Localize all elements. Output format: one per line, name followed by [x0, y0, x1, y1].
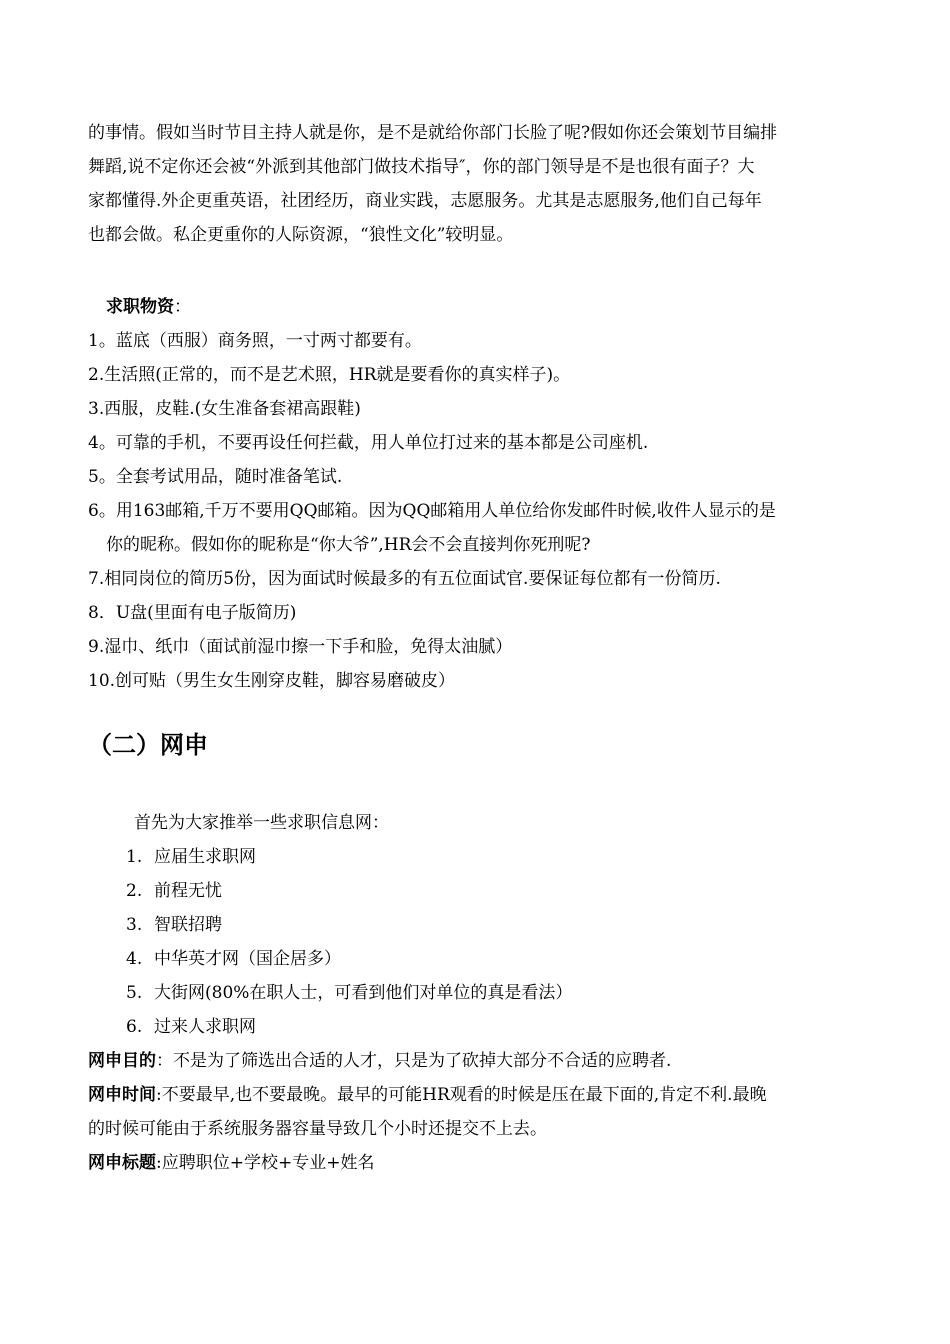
job-sites-list [88, 840, 868, 1044]
list-item: 4。可靠的手机，不要再设任何拦截，用人单位打过来的基本都是公司座机. [88, 433, 649, 453]
list-item [88, 1010, 868, 1044]
list-number: 3. [126, 915, 143, 935]
purpose-line [88, 1044, 868, 1078]
title-key: 网申标题 [88, 1153, 156, 1173]
paragraph-line: 舞蹈,说不定你还会被“外派到其他部门做技术指导″，你的部门领导是不是也很有面子？大 [88, 157, 755, 177]
list-number: 4. [126, 949, 143, 969]
sites-intro: 首先为大家推举一些求职信息网： [134, 813, 389, 833]
supplies-label [88, 290, 868, 324]
list-item: 2.生活照(正常的，而不是艺术照，HR就是要看你的真实样子)。 [88, 365, 571, 385]
document-page [88, 116, 868, 1180]
list-item [88, 908, 868, 942]
list-item [88, 976, 868, 1010]
list-item: 10.创可贴（男生女生刚穿皮鞋，脚容易磨破皮） [88, 671, 456, 691]
supplies-label-text: 求职物资 [106, 297, 174, 317]
site-name: 应届生求职网 [154, 847, 256, 867]
supplies-list [88, 324, 868, 698]
site-name: 前程无忧 [154, 881, 222, 901]
section-heading: （二）网申 [88, 731, 208, 759]
list-item [88, 874, 868, 908]
timing-key: 网申时间 [88, 1085, 156, 1105]
timing-line [88, 1078, 868, 1112]
list-number: 2. [126, 881, 143, 901]
intro-paragraph [88, 116, 868, 252]
list-number: 1. [126, 847, 143, 867]
purpose-value: ：不是为了筛选出合适的人才，只是为了砍掉大部分不合适的应聘者. [156, 1051, 672, 1071]
list-number: 5. [126, 983, 143, 1003]
paragraph-line: 也都会做。私企更重你的人际资源，“狼性文化”较明显。 [88, 225, 514, 245]
site-name: 智联招聘 [154, 915, 222, 935]
timing-value: :不要最早,也不要最晚。最早的可能HR观看的时候是压在最下面的,肯定不利.最晚 [156, 1085, 767, 1105]
list-number: 6. [126, 1017, 143, 1037]
title-value: :应聘职位+学校+专业+姓名 [156, 1153, 375, 1173]
list-item-email [88, 494, 868, 562]
site-name: 中华英才网（国企居多） [154, 949, 341, 969]
list-item [88, 840, 868, 874]
list-item: 1。蓝底（西服）商务照，一寸两寸都要有。 [88, 331, 422, 351]
list-item: 9.湿巾、纸巾（面试前湿巾擦一下手和脸，免得太油腻） [88, 637, 513, 657]
list-item: 7.相同岗位的简历5份，因为面试时候最多的有五位面试官.要保证每位都有一份简历. [88, 569, 721, 589]
list-item [88, 942, 868, 976]
site-name: 过来人求职网 [154, 1017, 256, 1037]
title-line [88, 1146, 868, 1180]
list-item-continuation: 你的昵称。假如你的昵称是“你大爷”,HR会不会直接判你死刑呢? [106, 535, 591, 555]
list-item-text: 6。用163邮箱,千万不要用QQ邮箱。因为QQ邮箱用人单位给你发邮件时候,收件人显示的是 [88, 501, 776, 521]
list-item: 3.西服，皮鞋.(女生准备套裙高跟鞋) [88, 399, 361, 419]
paragraph-line: 的事情。假如当时节目主持人就是你，是不是就给你部门长脸了呢?假如你还会策划节目编排 [88, 123, 778, 143]
purpose-key: 网申目的 [88, 1051, 156, 1071]
supplies-label-colon: ： [174, 297, 191, 317]
timing-continuation: 的时候可能由于系统服务器容量导致几个小时还提交不上去。 [88, 1119, 547, 1139]
list-item: 5。全套考试用品，随时准备笔试. [88, 467, 343, 487]
paragraph-line: 家都懂得.外企更重英语，社团经历，商业实践，志愿服务。尤其是志愿服务,他们自己每年 [88, 191, 762, 211]
list-item: 8．U盘(里面有电子版简历) [88, 603, 297, 623]
site-name: 大街网(80%在职人士，可看到他们对单位的真是看法） [154, 983, 573, 1003]
